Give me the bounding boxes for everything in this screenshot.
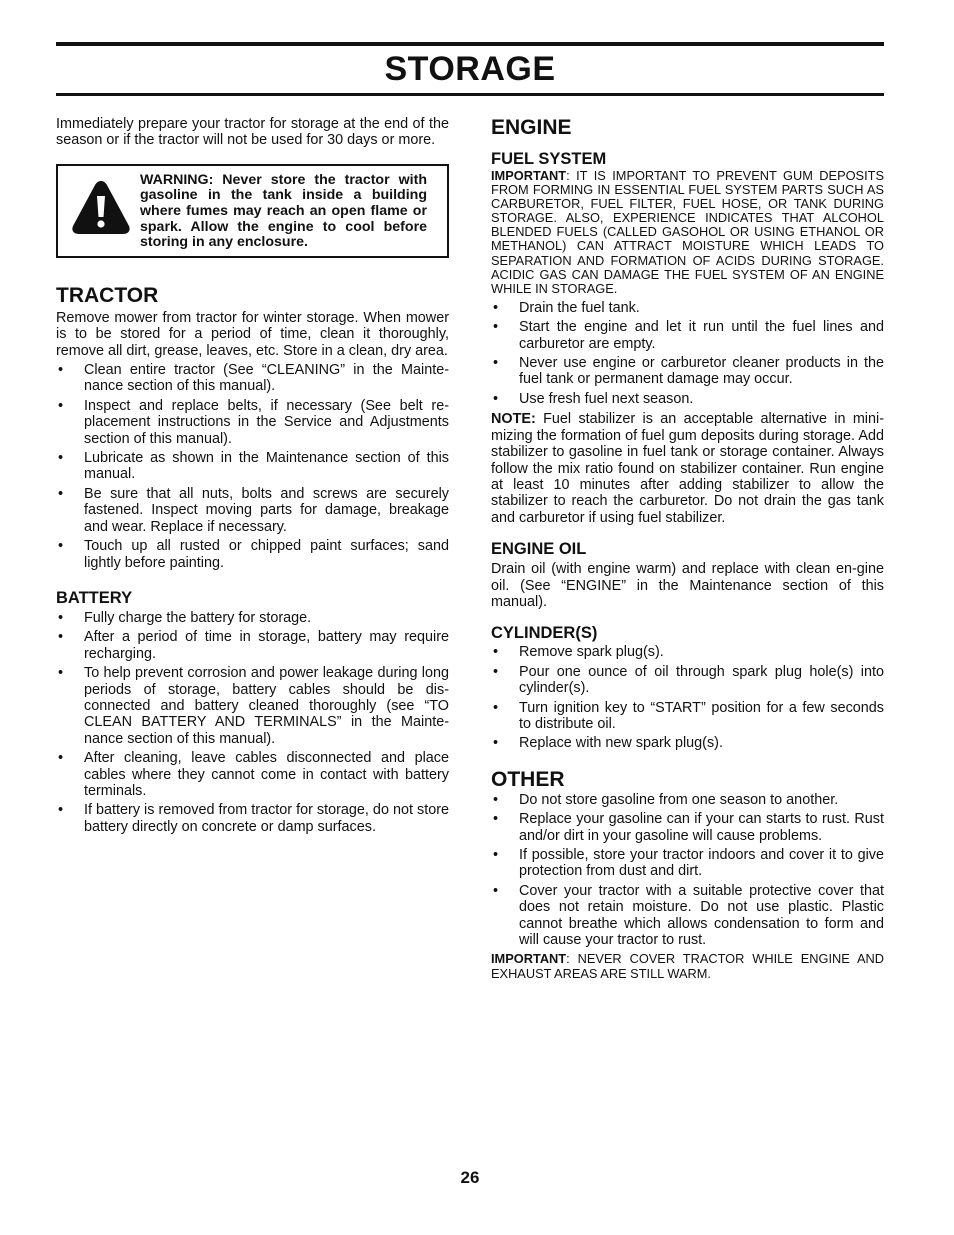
list-item: • Do not store gasoline from one season to another. <box>491 792 884 808</box>
list-item: • If possible, store your tractor indoors and cover it to give protection from dust and dirt. <box>491 847 884 880</box>
important-label: IMPORTANT <box>491 168 567 183</box>
list-item: • Use fresh fuel next season. <box>491 391 884 407</box>
page-title: STORAGE <box>384 50 556 88</box>
list-item: • Pour one ounce of oil through spark plug hole(s) into cylinder(s). <box>491 664 884 697</box>
left-column <box>56 116 449 838</box>
cylinders-heading: CYLINDER(S) <box>491 624 598 643</box>
title-rule-top <box>56 42 884 46</box>
warning-text: WARNING: Never store the tractor with gasoline in the tank inside a building where fumes may reach an open flame or spark. Allow the engine to cool before storing in any enclosure. <box>140 171 427 251</box>
list-item: • Never use engine or carburetor cleaner products in the fuel tank or permanent damage may occur. <box>491 355 884 388</box>
list-item: • Cover your tractor with a suitable protective cover that does not retain moisture. Do not use plastic. Plastic cannot breathe which allows condensation to form and will cause your tractor to rust. <box>491 883 884 949</box>
note-label: NOTE: <box>491 411 536 428</box>
list-item: • Replace your gasoline can if your can starts to rust. Rust and/or dirt in your gasoline will cause problems. <box>491 811 884 844</box>
battery-list <box>56 610 449 835</box>
list-item: • Inspect and replace belts, if necessary (See belt re-placement instructions in the Service and Adjustments section of this manual). <box>56 398 449 447</box>
battery-heading: BATTERY <box>56 588 133 607</box>
cylinders-list <box>491 644 884 751</box>
other-list <box>491 792 884 949</box>
important-text: : IT IS IMPORTANT TO PREVENT GUM DEPOSITS FROM FORMING IN ESSENTIAL FUEL SYSTEM PARTS SUCH AS CARBURETOR, FUEL FILTER, FUEL HOSE, OR TANK DURING STORAGE. ALSO, EXPERIENCE INDICATES THAT ALCOHOL BLENDED FUELS (CALLED GASOHOL OR USING ETHANOL OR METHANOL) CAN ATTRACT MOISTURE WHICH LEADS TO SEPARATION AND FORMATION OF ACIDS DURING STORAGE. ACIDIC GAS CAN DAMAGE THE FUEL SYSTEM OF AN ENGINE WHILE IN STORAGE. <box>491 168 884 296</box>
fuel-important-paragraph <box>491 169 884 296</box>
list-item: • Replace with new spark plug(s). <box>491 735 884 751</box>
engine-heading: ENGINE <box>491 116 572 139</box>
fuel-system-heading: FUEL SYSTEM <box>491 150 607 168</box>
important-label: IMPORTANT <box>491 951 567 967</box>
list-item: • Fully charge the battery for storage. <box>56 610 449 626</box>
list-item: • Start the engine and let it run until the fuel lines and carburetor are empty. <box>491 319 884 352</box>
page-number: 26 <box>460 1168 480 1187</box>
list-item: • After cleaning, leave cables disconnected and place cables where they cannot come in contact with battery terminals. <box>56 750 449 799</box>
note-text: Fuel stabilizer is an acceptable alternative in mini-mizing the formation of fuel gum deposits during storage. Add stabilizer to gasoline in fuel tank or storage container. Always follow the mix ratio found on stabilizer container. Run engine at least 10 minutes after adding stabilizer to allow the stabilizer to reach the carburetor. Do not drain the gas tank and carburetor if using fuel stabilizer. <box>491 411 884 526</box>
list-item: • Clean entire tractor (See “CLEANING” in the Mainte-nance section of this manual). <box>56 362 449 395</box>
list-item: • Turn ignition key to “START” position for a few seconds to distribute oil. <box>491 700 884 733</box>
other-important-paragraph <box>491 952 884 980</box>
engine-oil-heading: ENGINE OIL <box>491 540 587 559</box>
list-item: • Be sure that all nuts, bolts and screws are securely fastened. Inspect moving parts for damage, breakage and wear. Replace if necessary. <box>56 486 449 535</box>
list-item: • Touch up all rusted or chipped paint surfaces; sand lightly before painting. <box>56 538 449 571</box>
right-column <box>491 116 884 981</box>
engine-oil-paragraph: Drain oil (with engine warm) and replace with clean en-gine oil. (See “ENGINE” in the Maintenance section of this manual). <box>491 561 884 610</box>
warning-box <box>56 164 449 258</box>
fuel-system-list <box>491 300 884 407</box>
intro-paragraph: Immediately prepare your tractor for storage at the end of the season or if the tractor will not be used for 30 days or more. <box>56 116 449 149</box>
list-item: • After a period of time in storage, battery may require recharging. <box>56 629 449 662</box>
list-item: • Drain the fuel tank. <box>491 300 884 316</box>
title-rule-bottom <box>56 93 884 96</box>
tractor-paragraph: Remove mower from tractor for winter storage. When mower is to be stored for a period of time, clean it thoroughly, remove all dirt, grease, leaves, etc. Store in a clean, dry area. <box>56 309 449 359</box>
tractor-list <box>56 362 449 571</box>
list-item: • To help prevent corrosion and power leakage during long periods of storage, battery cables should be dis-connected and battery cleaned thoroughly (see “TO CLEAN BATTERY AND TERMINALS” in the Mainte-nance section of this manual). <box>56 665 449 747</box>
tractor-heading: TRACTOR <box>56 283 159 307</box>
fuel-note-paragraph <box>491 411 884 526</box>
important-text: : NEVER COVER TRACTOR WHILE ENGINE AND EXHAUST AREAS ARE STILL WARM. <box>491 951 884 981</box>
list-item: • Remove spark plug(s). <box>491 644 884 660</box>
list-item: • If battery is removed from tractor for storage, do not store battery directly on concrete or damp surfaces. <box>56 802 449 835</box>
list-item: • Lubricate as shown in the Maintenance section of this manual. <box>56 450 449 483</box>
other-heading: OTHER <box>491 767 565 791</box>
exclamation-triangle-icon <box>70 178 132 236</box>
